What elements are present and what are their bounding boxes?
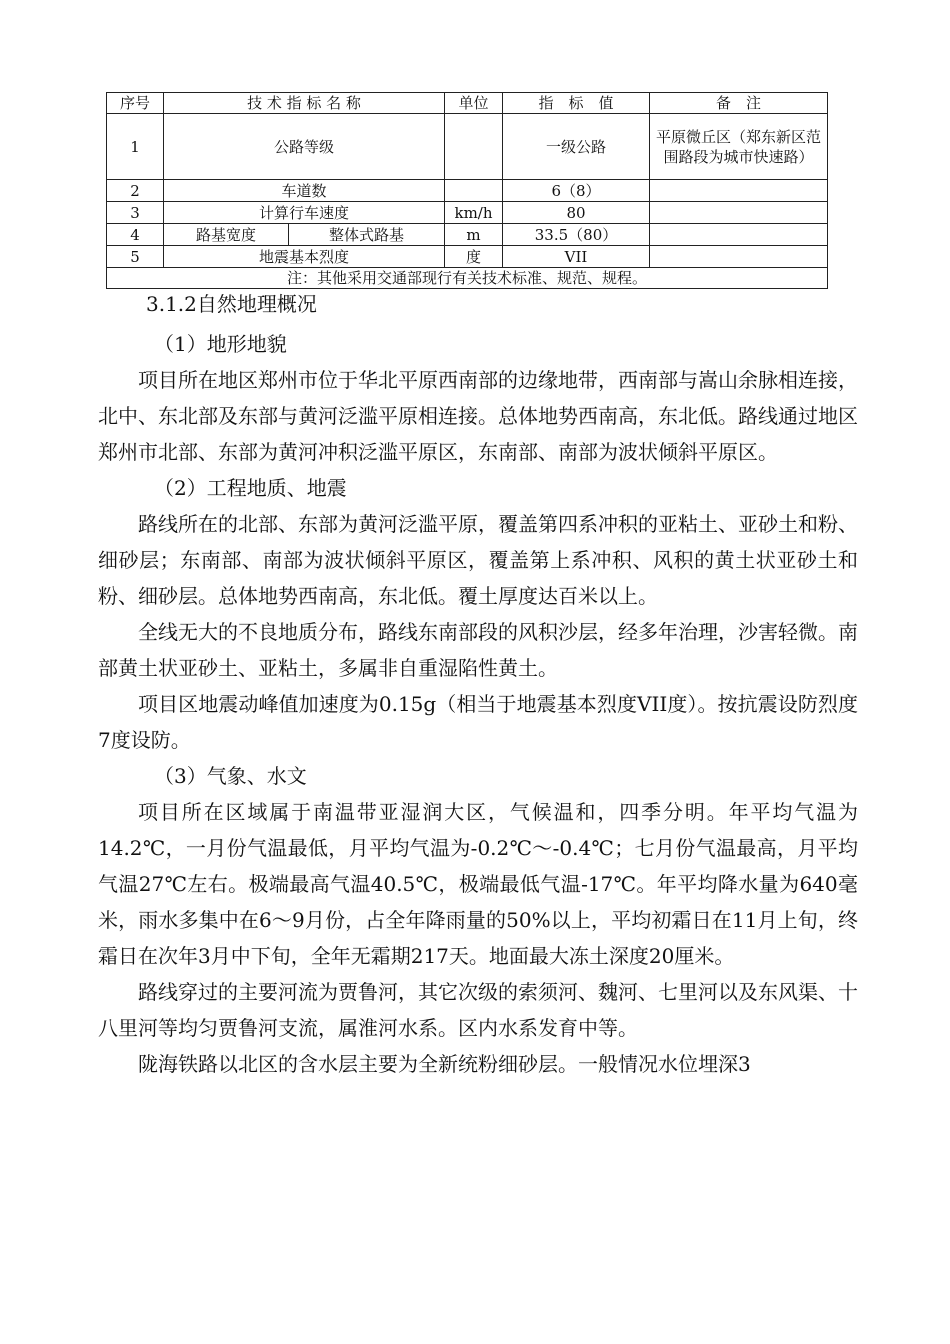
row-no: 3 [107, 202, 164, 224]
table-row [107, 180, 828, 202]
paragraph: 项目所在地区郑州市位于华北平原西南部的边缘地带，西南部与嵩山余脉相连接，北中、东北部及东部与黄河泛滥平原相连接。总体地势西南高，东北低。路线通过地区郑州市北部、东部为黄河冲积泛滥平原区，东南部、南部为波状倾斜平原区。 [98, 368, 858, 464]
paragraph: 项目区地震动峰值加速度为0.15g（相当于地震基本烈度VII度）。按抗震设防烈度7度设防。 [98, 692, 858, 752]
row-subname: 整体式路基 [289, 224, 445, 246]
technical-spec-table [106, 92, 828, 289]
header-unit: 单位 [445, 93, 503, 114]
paragraph: 路线穿过的主要河流为贾鲁河，其它次级的索须河、魏河、七里河以及东风渠、十八里河等均匀贾鲁河支流，属淮河水系。区内水系发育中等。 [98, 980, 858, 1040]
row-unit: m [445, 224, 503, 246]
row-value: VII [503, 246, 650, 268]
paragraph: 全线无大的不良地质分布，路线东南部段的风积沙层，经多年治理，沙害轻微。南部黄土状亚砂土、亚粘土，多属非自重湿陷性黄土。 [98, 620, 858, 680]
row-value: 80 [503, 202, 650, 224]
row-name: 计算行车速度 [164, 202, 445, 224]
row-unit: km/h [445, 202, 503, 224]
row-remark [650, 180, 828, 202]
header-value: 指 标 值 [503, 93, 650, 114]
table-header-row [107, 93, 828, 114]
row-no: 1 [107, 114, 164, 180]
row-remark: 平原微丘区（郑东新区范围路段为城市快速路） [650, 114, 828, 180]
row-remark [650, 224, 828, 246]
header-name: 技 术 指 标 名 称 [164, 93, 445, 114]
table-row [107, 246, 828, 268]
paragraph: 路线所在的北部、东部为黄河泛滥平原，覆盖第四系冲积的亚粘土、亚砂土和粉、细砂层；东南部、南部为波状倾斜平原区，覆盖第上系冲积、风积的黄土状亚砂土和粉、细砂层。总体地势西南高，东北低。覆土厚度达百米以上。 [98, 512, 858, 608]
row-name: 公路等级 [164, 114, 445, 180]
row-unit [445, 180, 503, 202]
row-remark [650, 202, 828, 224]
row-value: 一级公路 [503, 114, 650, 180]
row-remark [650, 246, 828, 268]
row-name: 路基宽度 [164, 224, 289, 246]
subsection-terrain: （1）地形地貌 [154, 332, 287, 356]
table-row [107, 224, 828, 246]
row-name: 车道数 [164, 180, 445, 202]
table-note: 注：其他采用交通部现行有关技术标准、规范、规程。 [107, 268, 828, 289]
paragraph: 项目所在区域属于南温带亚湿润大区，气候温和，四季分明。年平均气温为14.2℃，一月份气温最低，月平均气温为-0.2℃～-0.4℃；七月份气温最高，月平均气温27℃左右。极端最高气温40.5℃，极端最低气温-17℃。年平均降水量为640毫米，雨水多集中在6～9月份，占全年降雨量的50%以上，平均初霜日在11月上旬，终霜日在次年3月中下旬，全年无霜期217天。地面最大冻土深度20厘米。 [98, 800, 858, 968]
section-title: 3.1.2自然地理概况 [146, 292, 317, 316]
header-remark: 备 注 [650, 93, 828, 114]
row-no: 5 [107, 246, 164, 268]
table-row [107, 114, 828, 180]
row-unit [445, 114, 503, 180]
row-no: 4 [107, 224, 164, 246]
subsection-climate: （3）气象、水文 [154, 764, 307, 788]
row-no: 2 [107, 180, 164, 202]
subsection-geology: （2）工程地质、地震 [154, 476, 347, 500]
row-unit: 度 [445, 246, 503, 268]
row-value: 33.5（80） [503, 224, 650, 246]
row-name: 地震基本烈度 [164, 246, 445, 268]
row-value: 6（8） [503, 180, 650, 202]
table-row [107, 202, 828, 224]
document-body [98, 286, 858, 1082]
header-no: 序号 [107, 93, 164, 114]
paragraph: 陇海铁路以北区的含水层主要为全新统粉细砂层。一般情况水位埋深3 [138, 1052, 751, 1076]
